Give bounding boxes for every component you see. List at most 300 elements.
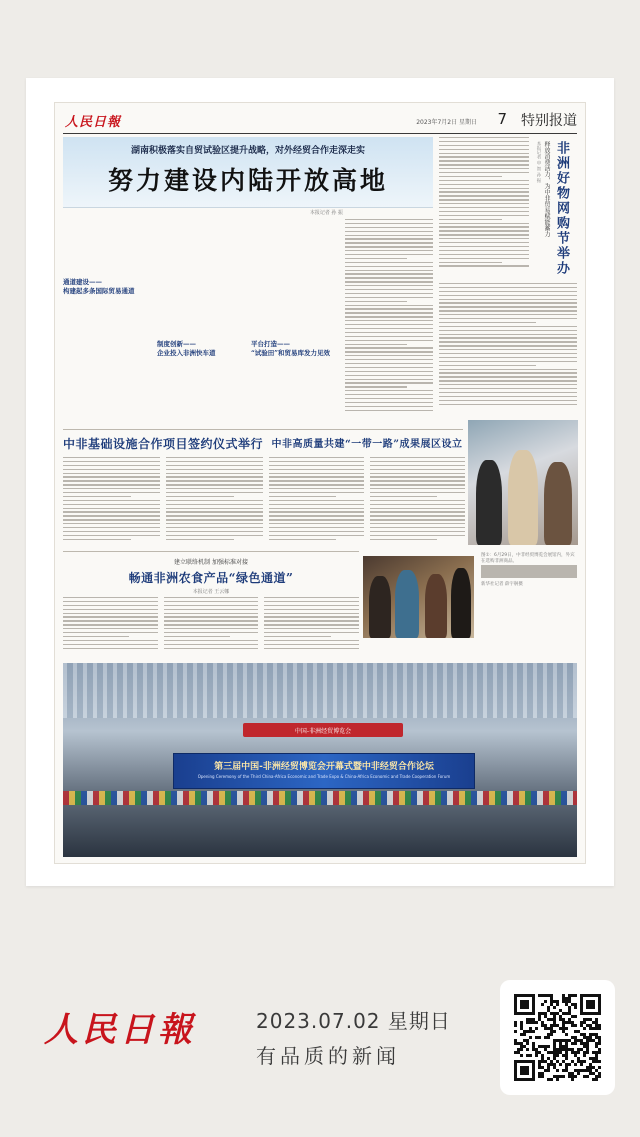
qr-module bbox=[541, 1003, 544, 1006]
qr-module bbox=[550, 994, 553, 997]
qr-module bbox=[562, 1021, 565, 1024]
qr-module bbox=[583, 1018, 586, 1021]
text-line bbox=[439, 137, 529, 138]
qr-module bbox=[586, 1075, 589, 1078]
qr-module bbox=[556, 1039, 559, 1042]
qr-module bbox=[574, 994, 577, 997]
qr-module bbox=[541, 1012, 544, 1015]
qr-module bbox=[583, 1075, 586, 1078]
qr-module bbox=[577, 1048, 580, 1051]
text-line bbox=[370, 539, 437, 540]
qr-module bbox=[553, 1042, 556, 1045]
text-line bbox=[63, 500, 160, 501]
qr-module bbox=[586, 1069, 589, 1072]
qr-module bbox=[544, 1024, 547, 1027]
text-line bbox=[164, 632, 259, 633]
text-line bbox=[269, 465, 364, 466]
text-line bbox=[345, 390, 433, 391]
qr-module bbox=[586, 1042, 589, 1045]
qr-module bbox=[550, 1051, 553, 1054]
right-body-top bbox=[439, 137, 529, 277]
qr-module bbox=[529, 1054, 532, 1057]
qr-module bbox=[583, 1021, 586, 1024]
text-line bbox=[269, 531, 364, 532]
qr-module bbox=[541, 994, 544, 997]
text-line bbox=[269, 488, 364, 489]
photo-forum[interactable] bbox=[63, 663, 577, 857]
qr-module bbox=[598, 1024, 601, 1027]
qr-module bbox=[571, 1060, 574, 1063]
text-line bbox=[345, 238, 433, 239]
person-figure bbox=[451, 568, 471, 638]
qr-module bbox=[541, 1045, 544, 1048]
text-line bbox=[345, 379, 433, 380]
qr-module bbox=[538, 1051, 541, 1054]
qr-module bbox=[562, 997, 565, 1000]
qr-module bbox=[568, 1072, 571, 1075]
qr-module bbox=[559, 1039, 562, 1042]
text-line bbox=[345, 406, 433, 407]
text-line bbox=[345, 273, 433, 274]
divider bbox=[63, 429, 463, 430]
text-line bbox=[345, 382, 433, 383]
qr-module bbox=[550, 1063, 553, 1066]
qr-module bbox=[544, 1036, 547, 1039]
infra-article[interactable] bbox=[63, 435, 263, 452]
text-line bbox=[439, 372, 577, 373]
qr-module bbox=[574, 1036, 577, 1039]
qr-module bbox=[562, 1069, 565, 1072]
lead-subhead-2: 制度创新—— 企业投入非洲快车道 bbox=[157, 340, 216, 357]
qr-module bbox=[544, 1045, 547, 1048]
qr-module bbox=[589, 1036, 592, 1039]
qr-module bbox=[580, 1021, 583, 1024]
text-line bbox=[439, 388, 577, 389]
text-line bbox=[439, 326, 577, 327]
text-line bbox=[370, 488, 465, 489]
text-line bbox=[439, 149, 529, 150]
text-line bbox=[166, 508, 263, 509]
qr-module bbox=[598, 1075, 601, 1078]
qr-module bbox=[595, 1075, 598, 1078]
text-line bbox=[345, 351, 433, 352]
text-line bbox=[269, 515, 364, 516]
qr-module bbox=[517, 1048, 520, 1051]
qr-module bbox=[547, 1066, 550, 1069]
person-figure bbox=[395, 570, 419, 638]
qr-module bbox=[592, 1021, 595, 1024]
qr-module bbox=[562, 1075, 565, 1078]
right-col bbox=[439, 137, 529, 277]
text-line bbox=[439, 384, 577, 385]
qr-module bbox=[541, 1021, 544, 1024]
text-line bbox=[166, 531, 263, 532]
qr-module bbox=[583, 1069, 586, 1072]
qr-module bbox=[577, 1060, 580, 1063]
qr-module bbox=[571, 1015, 574, 1018]
qr-module bbox=[538, 1018, 541, 1021]
qr-module bbox=[595, 1045, 598, 1048]
text-line bbox=[166, 488, 263, 489]
text-line bbox=[439, 156, 529, 157]
qr-module bbox=[568, 1075, 571, 1078]
text-line bbox=[264, 601, 359, 602]
text-line bbox=[269, 480, 364, 481]
qr-module bbox=[556, 1003, 559, 1006]
text-line bbox=[269, 473, 364, 474]
qr-module bbox=[553, 1063, 556, 1066]
qr-module bbox=[541, 1072, 544, 1075]
qr-module bbox=[547, 1036, 550, 1039]
text-line bbox=[439, 199, 529, 200]
qr-module bbox=[592, 1057, 595, 1060]
forum-banner-subtitle: Opening Ceremony of the Third China-Africa Economic and Trade Expo & China-Africa Economic and Trade Cooperation Forum bbox=[197, 774, 451, 779]
text-line bbox=[164, 628, 259, 629]
qr-module bbox=[550, 1018, 553, 1021]
person-figure bbox=[425, 574, 447, 638]
qr-module bbox=[577, 1072, 580, 1075]
qr-code[interactable] bbox=[500, 980, 615, 1095]
text-line bbox=[345, 254, 433, 255]
qr-module bbox=[550, 1027, 553, 1030]
qr-module bbox=[565, 1027, 568, 1030]
qr-module bbox=[586, 1000, 595, 1009]
qr-module bbox=[535, 1027, 538, 1030]
text-line bbox=[345, 363, 433, 364]
qr-module bbox=[568, 1018, 571, 1021]
text-line bbox=[63, 616, 158, 617]
text-line bbox=[164, 620, 259, 621]
qr-module bbox=[574, 1075, 577, 1078]
lead-byline: 本报记者 孙 振 bbox=[309, 210, 343, 216]
newspaper-page[interactable] bbox=[54, 102, 586, 864]
text-line bbox=[345, 344, 407, 345]
qr-module bbox=[556, 1048, 559, 1051]
text-line bbox=[345, 402, 433, 403]
text-line bbox=[166, 480, 263, 481]
qr-module bbox=[565, 1054, 568, 1057]
qr-module bbox=[550, 1024, 553, 1027]
qr-module bbox=[553, 1057, 556, 1060]
qr-module bbox=[532, 1021, 535, 1024]
qr-module bbox=[538, 1036, 541, 1039]
text-line bbox=[164, 624, 259, 625]
text-line bbox=[269, 500, 364, 501]
text-line bbox=[269, 535, 364, 536]
text-line bbox=[63, 640, 158, 641]
qr-module bbox=[547, 1069, 550, 1072]
qr-module bbox=[562, 1039, 565, 1042]
qr-module bbox=[547, 1078, 550, 1081]
qr-module bbox=[553, 1051, 556, 1054]
qr-module bbox=[556, 1075, 559, 1078]
qr-module bbox=[538, 1066, 541, 1069]
text-line bbox=[370, 515, 465, 516]
qr-module bbox=[544, 1048, 547, 1051]
forum-banner bbox=[173, 753, 475, 789]
qr-module bbox=[574, 1024, 577, 1027]
text-line bbox=[63, 484, 160, 485]
qr-module bbox=[589, 1033, 592, 1036]
text-line bbox=[63, 613, 158, 614]
text-line bbox=[166, 523, 263, 524]
lead-col-2 bbox=[157, 219, 245, 419]
text-line bbox=[269, 519, 364, 520]
text-line bbox=[439, 188, 529, 189]
text-line bbox=[439, 258, 529, 259]
lead-article[interactable] bbox=[63, 137, 433, 425]
qr-module bbox=[592, 1039, 595, 1042]
qr-module bbox=[526, 1054, 529, 1057]
qr-module bbox=[571, 1021, 574, 1024]
text-line bbox=[439, 318, 577, 319]
text-line bbox=[269, 484, 364, 485]
qr-module bbox=[595, 1069, 598, 1072]
qr-module bbox=[568, 1006, 571, 1009]
lead-body bbox=[63, 219, 433, 419]
qr-module bbox=[544, 1060, 547, 1063]
text-line bbox=[370, 473, 465, 474]
text-line bbox=[345, 367, 433, 368]
text-line bbox=[370, 523, 465, 524]
qr-module bbox=[547, 994, 550, 997]
qr-module bbox=[568, 997, 571, 1000]
text-line bbox=[63, 523, 160, 524]
qr-module bbox=[577, 1030, 580, 1033]
qr-module bbox=[592, 1078, 595, 1081]
text-line bbox=[439, 302, 577, 303]
lead-banner bbox=[63, 137, 433, 208]
qr-module bbox=[523, 1033, 526, 1036]
text-line bbox=[166, 465, 263, 466]
text-line bbox=[63, 476, 160, 477]
text-line bbox=[269, 523, 364, 524]
text-line bbox=[63, 624, 158, 625]
text-line bbox=[269, 469, 364, 470]
qr-module bbox=[565, 1048, 568, 1051]
qr-module bbox=[523, 1039, 526, 1042]
qr-module bbox=[580, 1048, 583, 1051]
text-line bbox=[264, 648, 359, 649]
text-line bbox=[63, 620, 158, 621]
green-col-1 bbox=[63, 597, 158, 655]
qr-module bbox=[523, 1045, 526, 1048]
text-line bbox=[63, 648, 158, 649]
text-line bbox=[63, 457, 160, 458]
text-line bbox=[439, 164, 529, 165]
qr-module bbox=[544, 1015, 547, 1018]
photo-festival[interactable] bbox=[363, 556, 474, 638]
text-line bbox=[345, 266, 433, 267]
qr-module bbox=[544, 1069, 547, 1072]
text-line bbox=[264, 616, 359, 617]
qr-module bbox=[565, 1045, 568, 1048]
text-line bbox=[164, 616, 259, 617]
text-line bbox=[370, 496, 437, 497]
text-line bbox=[370, 461, 465, 462]
qr-module bbox=[541, 1057, 544, 1060]
forum-top-sign-text: 中国-非洲经贸博览会 bbox=[294, 728, 352, 735]
text-line bbox=[166, 535, 263, 536]
qr-module bbox=[526, 1030, 529, 1033]
text-line bbox=[345, 308, 433, 309]
qr-code-icon bbox=[514, 994, 601, 1081]
text-line bbox=[370, 476, 465, 477]
qr-module bbox=[559, 1027, 562, 1030]
qr-module bbox=[556, 1069, 559, 1072]
text-line bbox=[439, 337, 577, 338]
qr-module bbox=[538, 1072, 541, 1075]
qr-module bbox=[556, 1060, 559, 1063]
qr-module bbox=[550, 1003, 553, 1006]
qr-module bbox=[553, 1000, 556, 1003]
qr-module bbox=[586, 1045, 589, 1048]
qr-module bbox=[595, 1078, 598, 1081]
text-line bbox=[269, 539, 336, 540]
text-line bbox=[264, 624, 359, 625]
qr-module bbox=[529, 1018, 532, 1021]
qr-module bbox=[529, 1036, 532, 1039]
text-line bbox=[269, 496, 336, 497]
qr-module bbox=[589, 1063, 592, 1066]
text-line bbox=[345, 328, 433, 329]
text-line bbox=[439, 310, 577, 311]
qr-module bbox=[595, 1036, 598, 1039]
text-line bbox=[439, 314, 577, 315]
qr-module bbox=[532, 1042, 535, 1045]
qr-module bbox=[520, 1054, 523, 1057]
qr-module bbox=[571, 1036, 574, 1039]
text-line bbox=[439, 334, 577, 335]
qr-module bbox=[568, 1039, 571, 1042]
qr-module bbox=[547, 1027, 550, 1030]
qr-module bbox=[517, 1051, 520, 1054]
qr-module bbox=[589, 1027, 592, 1030]
text-line bbox=[439, 291, 577, 292]
text-line bbox=[345, 305, 433, 306]
text-line bbox=[439, 262, 502, 263]
text-line bbox=[269, 504, 364, 505]
qr-module bbox=[514, 1021, 517, 1024]
text-line bbox=[63, 527, 160, 528]
infra-col-2 bbox=[166, 457, 263, 553]
qr-module bbox=[553, 1018, 556, 1021]
text-line bbox=[269, 476, 364, 477]
text-line bbox=[345, 355, 433, 356]
qr-module bbox=[535, 1054, 538, 1057]
qr-module bbox=[547, 1009, 550, 1012]
qr-module bbox=[514, 1030, 517, 1033]
qr-module bbox=[559, 1015, 562, 1018]
text-line bbox=[269, 508, 364, 509]
person-figure bbox=[369, 576, 391, 638]
qr-module bbox=[550, 1060, 553, 1063]
text-line bbox=[439, 203, 529, 204]
qr-module bbox=[571, 1042, 574, 1045]
qr-module bbox=[523, 1030, 526, 1033]
text-line bbox=[345, 324, 433, 325]
qr-module bbox=[535, 1021, 538, 1024]
text-line bbox=[166, 484, 263, 485]
text-line bbox=[269, 511, 364, 512]
text-line bbox=[439, 226, 529, 227]
qr-module bbox=[562, 994, 565, 997]
text-line bbox=[345, 250, 433, 251]
qr-module bbox=[565, 997, 568, 1000]
lead-title: 努力建设内陆开放高地 bbox=[107, 166, 388, 195]
text-line bbox=[370, 484, 465, 485]
qr-module bbox=[562, 1000, 565, 1003]
qr-module bbox=[520, 1066, 529, 1075]
belt-article[interactable] bbox=[269, 435, 465, 450]
qr-module bbox=[574, 1063, 577, 1066]
text-line bbox=[164, 636, 230, 637]
text-line bbox=[345, 258, 407, 259]
qr-module bbox=[559, 1075, 562, 1078]
qr-module bbox=[562, 1030, 565, 1033]
text-line bbox=[345, 312, 433, 313]
footer-logo: 人民日報 bbox=[44, 1010, 196, 1050]
qr-module bbox=[556, 1051, 559, 1054]
qr-module bbox=[541, 1024, 544, 1027]
qr-module bbox=[514, 1051, 517, 1054]
qr-module bbox=[562, 1012, 565, 1015]
qr-module bbox=[586, 1024, 589, 1027]
text-line bbox=[439, 211, 529, 212]
text-line bbox=[345, 219, 433, 220]
qr-module bbox=[547, 1057, 550, 1060]
qr-module bbox=[526, 1039, 529, 1042]
qr-module bbox=[553, 1015, 556, 1018]
green-article[interactable] bbox=[63, 557, 359, 595]
qr-module bbox=[553, 1021, 556, 1024]
lead-col-4 bbox=[345, 219, 433, 419]
qr-module bbox=[571, 1078, 574, 1081]
text-line bbox=[439, 396, 577, 397]
text-line bbox=[370, 531, 465, 532]
qr-module bbox=[556, 1078, 559, 1081]
text-line bbox=[166, 496, 234, 497]
forum-banner-title: 第三届中国-非洲经贸博览会开幕式暨中非经贸合作论坛 bbox=[214, 762, 434, 772]
qr-module bbox=[538, 1063, 541, 1066]
qr-module bbox=[586, 1051, 589, 1054]
qr-module bbox=[577, 1039, 580, 1042]
text-line bbox=[269, 492, 364, 493]
qr-module bbox=[553, 1045, 556, 1048]
text-line bbox=[166, 461, 263, 462]
text-line bbox=[345, 285, 433, 286]
text-line bbox=[264, 620, 359, 621]
qr-module bbox=[574, 1006, 577, 1009]
text-line bbox=[164, 597, 259, 598]
right-title: 非洲好物网购节举办 bbox=[554, 141, 569, 276]
photo-caption bbox=[481, 553, 577, 588]
photo-shop[interactable] bbox=[468, 420, 578, 545]
text-line bbox=[345, 289, 433, 290]
text-line bbox=[345, 227, 433, 228]
qr-module bbox=[520, 1033, 523, 1036]
text-line bbox=[264, 605, 359, 606]
divider bbox=[63, 551, 359, 552]
text-line bbox=[63, 492, 160, 493]
qr-module bbox=[589, 1057, 592, 1060]
text-line bbox=[439, 191, 529, 192]
caption-lines bbox=[481, 565, 577, 578]
qr-module bbox=[586, 1018, 589, 1021]
qr-module bbox=[598, 1027, 601, 1030]
qr-module bbox=[598, 1036, 601, 1039]
text-line bbox=[63, 515, 160, 516]
